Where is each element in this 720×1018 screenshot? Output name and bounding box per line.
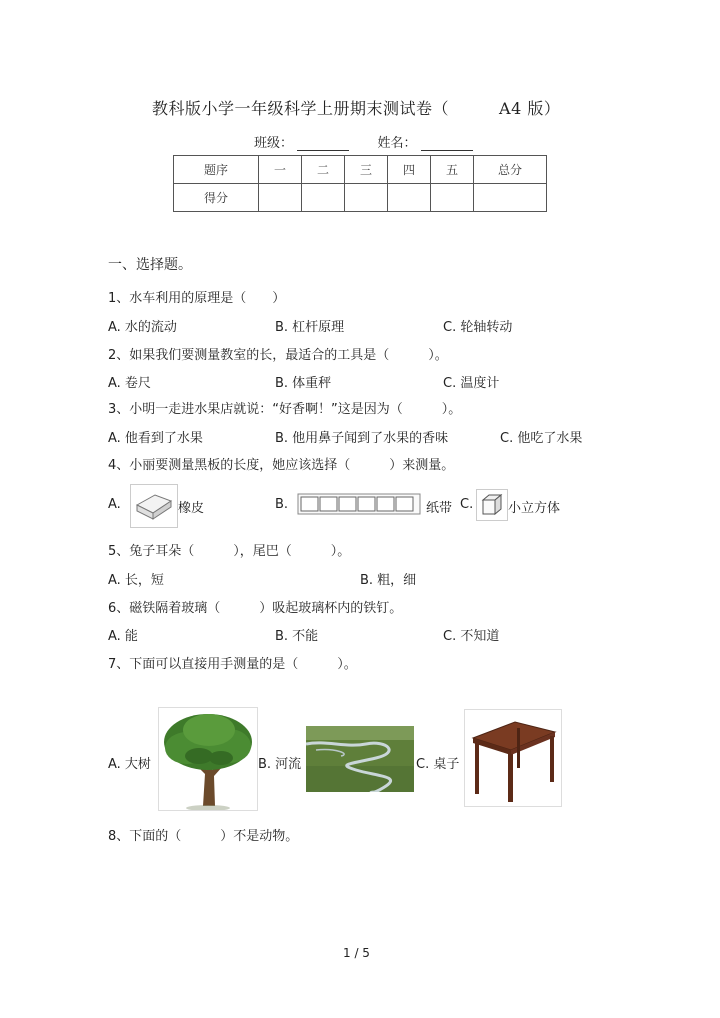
class-label: 班级：	[254, 136, 294, 151]
q4-option-a-letter[interactable]: A.	[108, 497, 121, 512]
eraser-image	[130, 484, 178, 528]
q2-option-b[interactable]: B. 体重秤	[275, 376, 332, 391]
river-image	[306, 726, 414, 792]
title-main: 教科版小学一年级科学上册期末测试卷（	[152, 99, 450, 118]
paper-strip-icon	[296, 490, 424, 518]
class-field[interactable]	[297, 136, 349, 151]
title-suffix: A4 版）	[499, 99, 561, 118]
score-cell[interactable]	[474, 184, 547, 212]
score-header-cell: 总分	[474, 156, 547, 184]
table-icon	[465, 710, 561, 806]
q5-option-b[interactable]: B. 粗，细	[360, 573, 417, 588]
score-header-cell: 题序	[174, 156, 259, 184]
name-label: 姓名：	[377, 136, 417, 151]
question-1: 1、水车利用的原理是（ ）	[108, 291, 286, 306]
question-4: 4、小丽要测量黑板的长度，她应该选择（ ）来测量。	[108, 458, 455, 473]
question-3: 3、小明一走进水果店就说：“好香啊！”这是因为（ ）。	[108, 402, 462, 417]
q4-option-a-label[interactable]: 橡皮	[178, 501, 205, 516]
score-header-cell: 三	[345, 156, 388, 184]
page-number: 1 / 5	[343, 946, 370, 960]
tree-icon	[159, 708, 257, 810]
q3-option-a[interactable]: A. 他看到了水果	[108, 431, 203, 446]
q1-option-c[interactable]: C. 轮轴转动	[443, 320, 513, 335]
score-row-label: 得分	[174, 184, 259, 212]
q4-option-c-label[interactable]: 小立方体	[508, 501, 561, 516]
q6-option-b[interactable]: B. 不能	[275, 629, 319, 644]
score-cell[interactable]	[302, 184, 345, 212]
score-header-cell: 五	[431, 156, 474, 184]
question-2: 2、如果我们要测量教室的长，最适合的工具是（ ）。	[108, 348, 448, 363]
q7-option-a[interactable]: A. 大树	[108, 757, 151, 772]
q4-option-b-letter[interactable]: B.	[275, 497, 289, 512]
q6-option-c[interactable]: C. 不知道	[443, 629, 500, 644]
q4-option-b-label[interactable]: 纸带	[426, 501, 453, 516]
q5-option-a[interactable]: A. 长，短	[108, 573, 164, 588]
q2-option-c[interactable]: C. 温度计	[443, 376, 500, 391]
q6-option-a[interactable]: A. 能	[108, 629, 138, 644]
cube-image	[476, 489, 508, 521]
q3-option-b[interactable]: B. 他用鼻子闻到了水果的香味	[275, 431, 449, 446]
question-5: 5、兔子耳朵（ ），尾巴（ ）。	[108, 544, 351, 559]
cube-icon	[477, 490, 507, 520]
score-table	[173, 155, 547, 212]
river-icon	[306, 726, 414, 792]
q1-option-b[interactable]: B. 杠杆原理	[275, 320, 345, 335]
score-cell[interactable]	[259, 184, 302, 212]
question-7: 7、下面可以直接用手测量的是（ ）。	[108, 657, 357, 672]
score-cell[interactable]	[345, 184, 388, 212]
tree-image	[158, 707, 258, 811]
score-header-cell: 四	[388, 156, 431, 184]
q3-option-c[interactable]: C. 他吃了水果	[500, 431, 583, 446]
score-header-cell: 二	[302, 156, 345, 184]
q2-option-a[interactable]: A. 卷尺	[108, 376, 151, 391]
q1-option-a[interactable]: A. 水的流动	[108, 320, 177, 335]
score-cell[interactable]	[388, 184, 431, 212]
section-heading: 一、选择题。	[108, 257, 192, 273]
student-info-line	[254, 132, 473, 151]
eraser-icon	[131, 485, 177, 527]
score-header-cell: 一	[259, 156, 302, 184]
q7-option-c[interactable]: C. 桌子	[416, 757, 460, 772]
name-field[interactable]	[421, 136, 473, 151]
score-table-header-row	[174, 156, 547, 184]
q7-option-b[interactable]: B. 河流	[258, 757, 302, 772]
q4-option-c-letter[interactable]: C.	[460, 497, 474, 512]
paper-strip-image	[296, 490, 424, 518]
table-image	[464, 709, 562, 807]
page-title	[152, 96, 560, 119]
score-table-score-row	[174, 184, 547, 212]
question-6: 6、磁铁隔着玻璃（ ）吸起玻璃杯内的铁钉。	[108, 601, 403, 616]
question-8: 8、下面的（ ）不是动物。	[108, 829, 299, 844]
score-cell[interactable]	[431, 184, 474, 212]
